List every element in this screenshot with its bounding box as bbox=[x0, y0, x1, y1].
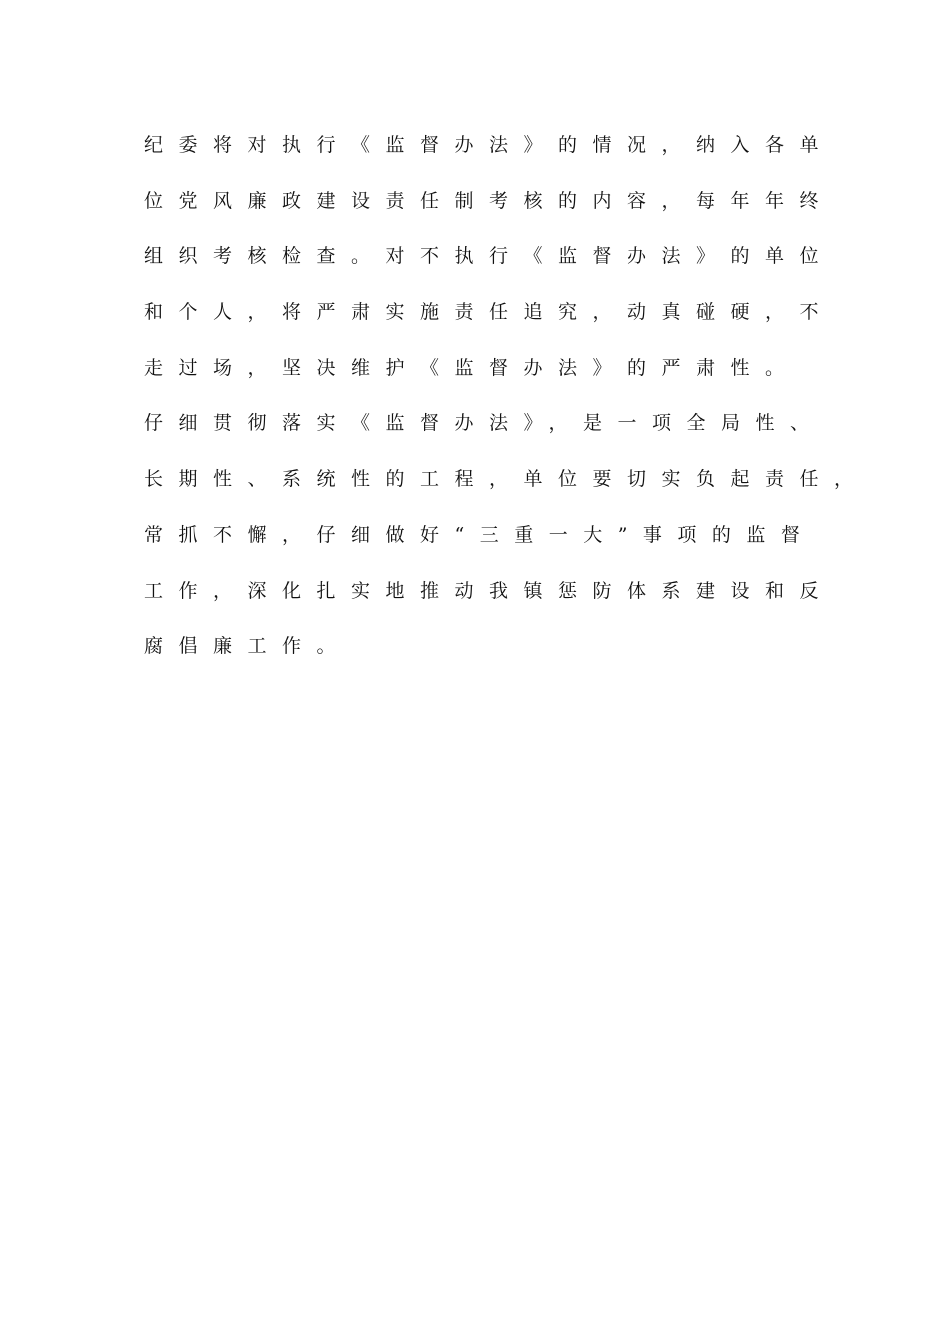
text-line: 工作，深化扎实地推动我镇惩防体系建设和反 bbox=[144, 579, 835, 602]
text-line: 位党风廉政建设责任制考核的内容，每年年终 bbox=[144, 189, 835, 212]
text-line: 长期性、系统性的工程，单位要切实负起责任， bbox=[144, 468, 869, 491]
body-text bbox=[144, 128, 869, 685]
text-line: 组织考核检查。对不执行《监督办法》的单位 bbox=[144, 245, 835, 268]
text-line: 仔细贯彻落实《监督办法》，是一项全局性、 bbox=[144, 412, 825, 435]
text-line: 纪委将对执行《监督办法》的情况，纳入各单 bbox=[144, 134, 835, 156]
text-line: 常抓不懈，仔细做好“三重一大”事项的监督 bbox=[144, 523, 816, 546]
text-line: 腐倡廉工作。 bbox=[144, 635, 352, 658]
text-line: 走过场，坚决维护《监督办法》的严肃性。 bbox=[144, 356, 800, 379]
text-line: 和个人，将严肃实施责任追究，动真碰硬，不 bbox=[144, 301, 835, 324]
